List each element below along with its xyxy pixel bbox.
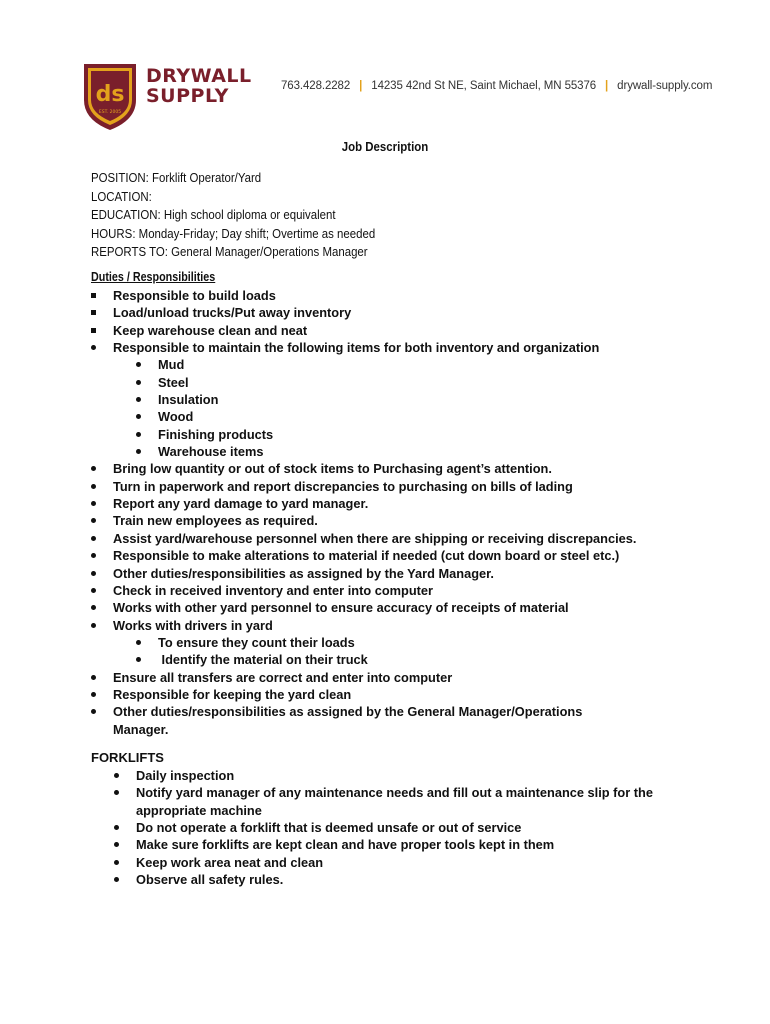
logo-est: EST. 2005 [98,110,122,115]
phone-number: 763.428.2282 [281,80,351,92]
brand-line-2: SUPPLY [146,85,229,107]
bullet-icon [91,553,96,558]
brand-line-1: DRYWALL [146,65,252,87]
bullet-icon [114,790,119,795]
job-fields [91,169,414,262]
list-item: Report any yard damage to yard manager. [91,495,636,512]
bullet-icon [136,414,141,419]
bullet-icon [91,588,96,593]
list-item: Assist yard/warehouse personnel when there are shipping or receiving discrepancies. [91,530,636,547]
list-item: Load/unload trucks/Put away inventory [91,304,636,321]
address: 14235 42nd St NE, Saint Michael, MN 55376 [371,80,597,92]
field-education: EDUCATION: High school diploma or equivalent [91,207,336,223]
list-item: Check in received inventory and enter into computer [91,582,636,599]
bullet-icon [114,773,119,778]
bullet-icon [91,466,96,471]
list-item: Train new employees as required. [91,512,636,529]
list-item: Keep work area neat and clean [114,854,676,871]
bullet-icon [114,877,119,882]
sub-list-item: Identify the material on their truck [136,651,636,668]
bullet-icon [136,432,141,437]
bullet-icon [91,709,96,714]
bullet-icon [136,657,141,662]
list-item: Keep warehouse clean and neat [91,322,636,339]
list-item: Responsible to make alterations to material if needed (cut down board or steel etc.) [91,547,636,564]
bullet-icon [136,362,141,367]
square-bullet-icon [91,310,96,315]
bullet-icon [114,860,119,865]
list-item: Responsible to build loads [91,287,636,304]
list-item: Ensure all transfers are correct and enter into computer [91,669,636,686]
bullet-icon [91,536,96,541]
bullet-icon [136,380,141,385]
duties-list [91,287,636,738]
company-logo [80,60,250,132]
brand-name [146,66,252,106]
list-item: Do not operate a forklift that is deemed unsafe or out of service [114,819,676,836]
bullet-icon [136,397,141,402]
square-bullet-icon [91,293,96,298]
bullet-icon [91,345,96,350]
list-item: Observe all safety rules. [114,871,676,888]
contact-line [281,80,712,92]
sub-list-item: Warehouse items [136,443,636,460]
list-item: Responsible for keeping the yard clean [91,686,636,703]
sub-list-item: Steel [136,374,636,391]
list-item: Daily inspection [114,767,676,784]
bullet-icon [91,623,96,628]
bullet-icon [91,571,96,576]
bullet-icon [114,842,119,847]
field-hours: HOURS: Monday-Friday; Day shift; Overtime as needed [91,225,376,241]
sub-list-item: Finishing products [136,426,636,443]
list-item: Works with other yard personnel to ensure accuracy of receipts of material [91,599,636,616]
list-item: Turn in paperwork and report discrepancies to purchasing on bills of lading [91,478,636,495]
website-link[interactable]: drywall-supply.com [617,80,713,92]
separator: | [359,80,363,92]
square-bullet-icon [91,328,96,333]
list-item: Responsible to maintain the following items for both inventory and organization [91,339,636,356]
shield-logo-icon [80,60,140,132]
list-item: Other duties/responsibilities as assigned by the General Manager/Operations Manager. [91,703,633,738]
bullet-icon [91,484,96,489]
sub-list-item: To ensure they count their loads [136,634,636,651]
field-location: LOCATION: [91,188,152,204]
sub-list-item: Mud [136,356,636,373]
bullet-icon [114,825,119,830]
sub-list-item: Insulation [136,391,636,408]
list-item: Make sure forklifts are kept clean and have proper tools kept in them [114,836,676,853]
bullet-icon [136,640,141,645]
forklifts-list [114,767,676,888]
separator: | [605,80,609,92]
duties-heading: Duties / Responsibilities [91,270,216,284]
list-item: Notify yard manager of any maintenance needs and fill out a maintenance slip for the appropriate machine [114,784,676,819]
bullet-icon [91,501,96,506]
document-title: Job Description [341,139,429,154]
bullet-icon [91,692,96,697]
field-reports-to: REPORTS TO: General Manager/Operations Manager [91,244,368,260]
bullet-icon [91,675,96,680]
drivers-sublist [136,634,636,669]
bullet-icon [91,605,96,610]
bullet-icon [136,449,141,454]
bullet-icon [91,518,96,523]
field-position: POSITION: Forklift Operator/Yard [91,170,262,185]
list-item: Works with drivers in yard [91,617,636,634]
logo-mark: ds [95,82,125,107]
list-item: Bring low quantity or out of stock items to Purchasing agent’s attention. [91,460,636,477]
sub-list-item: Wood [136,408,636,425]
maintain-sublist [136,356,636,460]
list-item: Other duties/responsibilities as assigned by the Yard Manager. [91,565,636,582]
forklifts-heading: FORKLIFTS [91,750,164,765]
